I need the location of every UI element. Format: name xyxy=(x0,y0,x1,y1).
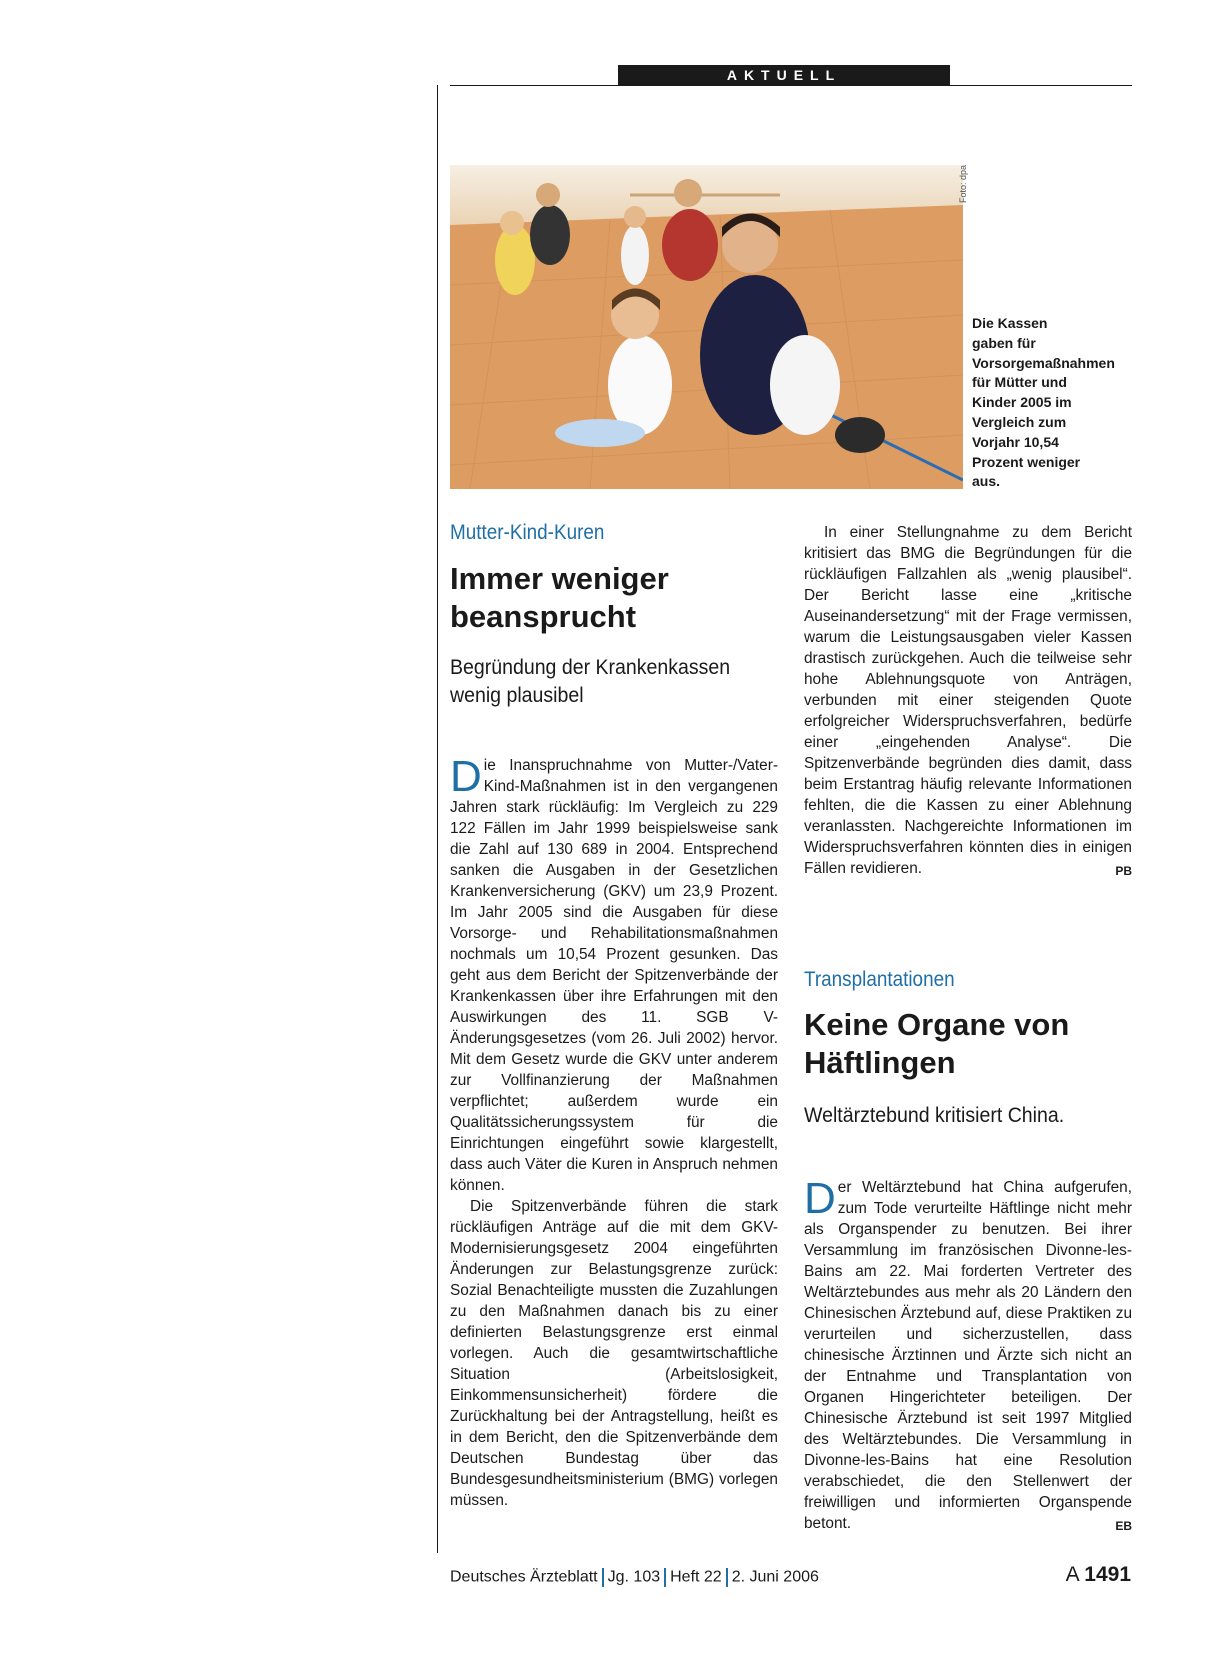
section-rubric: AKTUELL xyxy=(618,65,950,86)
photo-caption: Die Kassen gaben für Vorsorgemaßnahmen für Mütter und Kinder 2005 im Vergleich zum Vorjahr 10,54 Prozent weniger aus. xyxy=(972,315,1115,490)
article-body xyxy=(450,752,778,1511)
footer-separator xyxy=(726,1568,728,1587)
column-rule xyxy=(437,85,438,1553)
author-signature: EB xyxy=(1115,1519,1132,1533)
paragraph: Die Inanspruchnahme von Mutter-/Vater-Kind-Maßnahmen ist in den vergangenen Jahren stark rückläufig: Im Vergleich zu 229 122 Fällen im Jahr 1999 beispielsweise sank die Zahl auf 130 689 in 2004. Entsprechend sanken die Ausgaben in der Gesetzlichen Krankenversicherung (GKV) um 23,9 Prozent. Im Jahr 2005 sind die Ausgaben für diese Vorsorge- und Rehabilitationsmaßnahmen nochmals um 10,54 Prozent gesunken. Das geht aus dem Bericht der Spitzenverbände der Krankenkassen über ihre Erfahrungen mit den Auswirkungen des 11. SGB V-Änderungsgesetzes (vom 26. Juli 2002) hervor. Mit dem Gesetz wurde die GKV unter anderem zur Vollfinanzierung der Maßnahmen verpflichtet; außerdem wurde ein Qualitätssicherungssystem für die Einrichtungen eingeführt sowie klargestellt, dass auch Väter die Kuren in Anspruch nehmen können. xyxy=(450,752,778,1194)
paragraph: Der Weltärztebund hat China aufgerufen, zum Tode verurteilte Häftlinge nicht mehr als Organspender zu benutzen. Bei ihrer Versammlung im französischen Divonne-les-Bains am 22. Mai forderten Vertreter des Weltärztebundes aus mehr als 20 Ländern den Chinesischen Ärztebund auf, diese Praktiken zu verurteilen und sicherzustellen, dass chinesische Ärztinnen und Ärzte sich nicht an der Entnahme und Transplantation von Organen Hingerichteter beteiligen. Der Chinesische Ärztebund ist seit 1997 Mitglied des Weltärztebundes. Die Versammlung in Divonne-les-Bains hat eine Resolution verabschiedet, die den Stellenwert der freiwilligen und informierten Organspende betont. EB xyxy=(804,1177,1132,1534)
article-headline: Keine Organe von Häftlingen xyxy=(804,1007,1070,1080)
article-kicker: Transplantationen xyxy=(804,968,955,991)
volume: Jg. 103 xyxy=(607,1568,661,1586)
article-headline: Immer weniger beansprucht xyxy=(450,561,669,634)
paragraph: Die Spitzenverbände führen die stark rückläufigen Anträge auf die mit dem GKV-Modernisierungsgesetz 2004 eingeführten Änderungen zur Belastungsgrenze zurück: Sozial Benachteiligte mussten die Zuzahlungen zu den Maßnahmen danach bis zu einer definierten Belastungsgrenze erst einmal vorlegen. Auch die gesamtwirtschaftliche Situation (Arbeitslosigkeit, Einkommensunsicherheit) fördere die Zurückhaltung bei der Antragstellung, heißt es in dem Bericht, den die Spitzenverbände dem Deutschen Bundestag über das Bundesgesundheitsministerium (BMG) vorlegen müssen. xyxy=(450,1198,778,1509)
article-kicker: Mutter-Kind-Kuren xyxy=(450,521,605,544)
drop-cap: D xyxy=(450,752,482,801)
article-photo xyxy=(450,165,963,489)
drop-cap: D xyxy=(804,1174,836,1223)
photo-illustration xyxy=(450,165,963,489)
issue: Heft 22 xyxy=(670,1568,722,1586)
article-body xyxy=(804,1174,1132,1537)
journal-name: Deutsches Ärzteblatt xyxy=(450,1568,598,1586)
author-signature: PB xyxy=(1115,864,1132,878)
article-deck: Begründung der Krankenkassen wenig plausibel xyxy=(450,656,731,707)
page-footer xyxy=(450,1568,819,1587)
header-rule xyxy=(450,85,1132,86)
article-body-continued xyxy=(804,522,1132,882)
footer-separator xyxy=(602,1568,604,1587)
page-number: A 1491 xyxy=(1065,1563,1131,1586)
photo-credit: Foto: dpa xyxy=(958,165,968,204)
footer-separator xyxy=(664,1568,666,1587)
paragraph: In einer Stellungnahme zu dem Bericht kritisiert das BMG die Begründungen für die rückläufigen Fallzahlen als „wenig plausibel“. Der Bericht lasse eine „kritische Auseinandersetzung“ mit der Frage vermissen, warum die Leistungsausgaben vieler Kassen drastisch zurückgehen. Auch die teilweise sehr hohe Ablehnungsquote von Anträgen, verbunden mit einer steigenden Quote erfolgreicher Widerspruchsverfahren, bedürfe einer „eingehenden Analyse“. Die Spitzenverbände begründen dies damit, dass beim Erstantrag häufig relevante Informationen fehlten, die die Kassen zu einer Ablehnung veranlassten. Nachgereichte Informationen im Widerspruchsverfahren könnten dies in einigen Fällen revidieren. PB xyxy=(804,522,1132,879)
article-deck: Weltärztebund kritisiert China. xyxy=(804,1104,1065,1127)
issue-date: 2. Juni 2006 xyxy=(731,1568,819,1586)
